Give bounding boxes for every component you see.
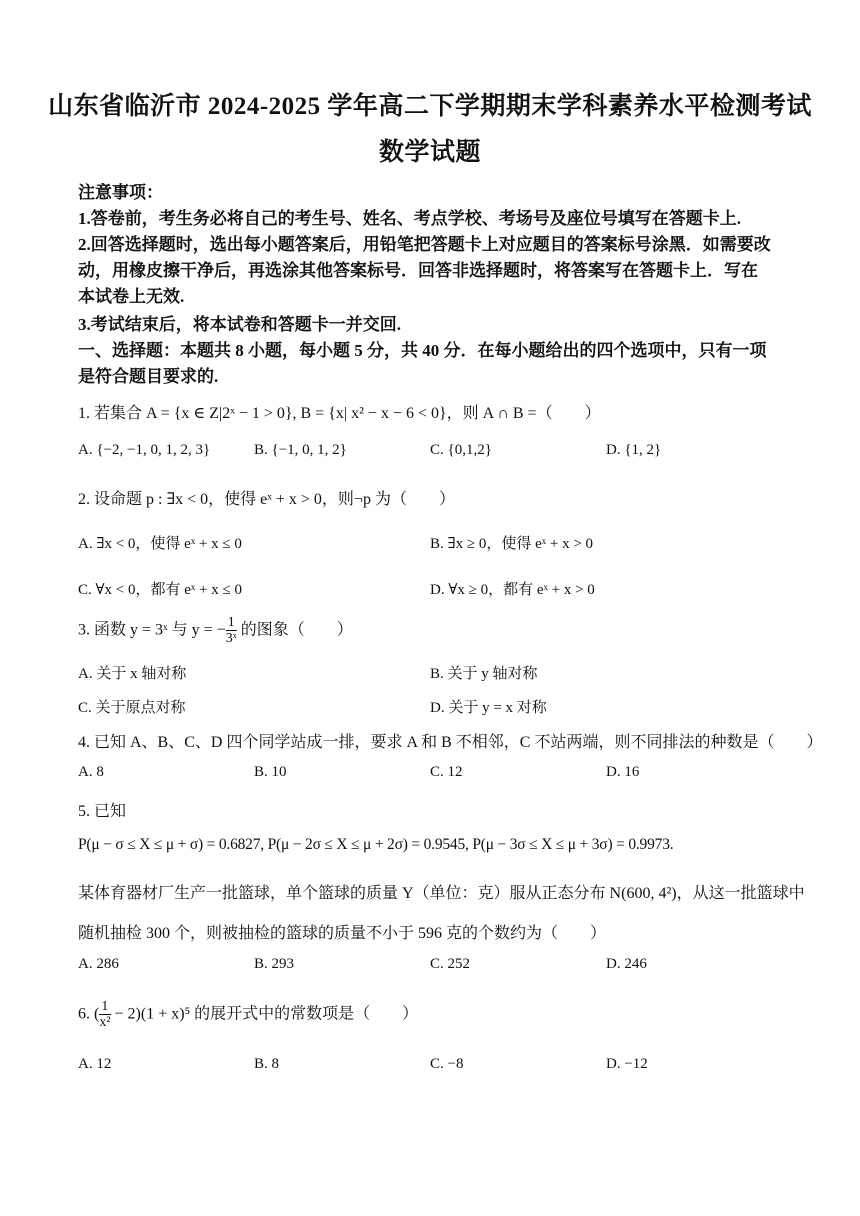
q1-option-c: C. {0,1,2} bbox=[430, 442, 492, 458]
q2-option-b: B. ∃x ≥ 0，使得 eˣ + x > 0 bbox=[430, 536, 594, 552]
q6-fraction bbox=[99, 1000, 110, 1030]
q6-option-b: B. 8 bbox=[254, 1056, 280, 1072]
q3-stem-pre: 3. 函数 y = 3ˣ 与 y = − bbox=[78, 621, 226, 639]
q3-option-c: C. 关于原点对称 bbox=[78, 700, 186, 716]
q2-option-c: C. ∀x < 0，都有 eˣ + x ≤ 0 bbox=[78, 582, 242, 598]
note-3: 3.考试结束后，将本试卷和答题卡一并交回. bbox=[78, 315, 401, 334]
note-2a: 2.回答选择题时，选出每小题答案后，用铅笔把答题卡上对应题目的答案标号涂黑．如需要改 bbox=[78, 235, 771, 254]
q3-option-d: D. 关于 y = x 对称 bbox=[430, 700, 547, 716]
q2-stem: 2. 设命题 p : ∃x < 0，使得 eˣ + x > 0，则¬p 为（ ） bbox=[78, 491, 455, 508]
q6-stem-post: 的展开式中的常数项是（ ） bbox=[190, 1005, 419, 1023]
q6-stem-mid: − 2)(1 + x)⁵ bbox=[110, 1005, 191, 1023]
q3-frac-num: 1 bbox=[227, 615, 235, 630]
q1-stem: 1. 若集合 A = {x ∈ Z|2ˣ − 1 > 0}, B = {x| x² − x − 6 < 0}，则 A ∩ B =（ ） bbox=[78, 405, 601, 422]
q1-option-b: B. {−1, 0, 1, 2} bbox=[254, 442, 347, 458]
q4-stem: 4. 已知 A、B、C、D 四个同学站成一排，要求 A 和 B 不相邻，C 不站两端，则不同排法的种数是（ ） bbox=[78, 734, 823, 751]
q3-option-a: A. 关于 x 轴对称 bbox=[78, 666, 187, 682]
q6-option-d: D. −12 bbox=[606, 1056, 648, 1072]
q3-stem-post: 的图象（ ） bbox=[236, 621, 353, 639]
q5-option-a: A. 286 bbox=[78, 956, 119, 972]
exam-subtitle: 数学试题 bbox=[378, 139, 481, 166]
q6-stem-pre: 6. ( bbox=[78, 1005, 100, 1023]
note-1: 1.答卷前，考生务必将自己的考生号、姓名、考点学校、考场号及座位号填写在答题卡上. bbox=[78, 209, 741, 228]
q6-stem bbox=[78, 1000, 788, 1030]
q5-option-c: C. 252 bbox=[430, 956, 471, 972]
q1-option-d: D. {1, 2} bbox=[606, 442, 662, 458]
q4-option-b: B. 10 bbox=[254, 764, 287, 780]
q2-option-d: D. ∀x ≥ 0，都有 eˣ + x > 0 bbox=[430, 582, 595, 598]
q2-option-a: A. ∃x < 0，使得 eˣ + x ≤ 0 bbox=[78, 536, 242, 552]
q3-option-b: B. 关于 y 轴对称 bbox=[430, 666, 538, 682]
exam-title: 山东省临沂市 2024-2025 学年高二下学期期末学科素养水平检测考试 bbox=[48, 93, 812, 120]
q6-frac-den: x² bbox=[99, 1015, 111, 1030]
q5-stem-3: 某体育器材厂生产一批篮球，单个篮球的质量 Y（单位：克）服从正态分布 N(600, 4²)，从这一批篮球中 bbox=[78, 885, 805, 902]
note-2b: 动，用橡皮擦干净后，再选涂其他答案标号．回答非选择题时，将答案写在答题卡上．写在 bbox=[78, 261, 758, 280]
section1-line1: 一、选择题：本题共 8 小题，每小题 5 分，共 40 分．在每小题给出的四个选项中，只有一项 bbox=[78, 341, 767, 360]
q5-option-d: D. 246 bbox=[606, 956, 647, 972]
q1-option-a: A. {−2, −1, 0, 1, 2, 3} bbox=[78, 442, 211, 458]
q6-frac-num: 1 bbox=[101, 999, 109, 1014]
q6-option-c: C. −8 bbox=[430, 1056, 464, 1072]
notes-heading: 注意事项： bbox=[78, 183, 163, 202]
q5-stem-1: 5. 已知 bbox=[78, 803, 127, 820]
q3-stem bbox=[78, 616, 788, 646]
q4-option-c: C. 12 bbox=[430, 764, 463, 780]
q6-option-a: A. 12 bbox=[78, 1056, 112, 1072]
q4-option-a: A. 8 bbox=[78, 764, 104, 780]
q3-frac-den: 3ˣ bbox=[225, 631, 237, 646]
q5-stem-2: P(μ − σ ≤ X ≤ μ + σ) = 0.6827, P(μ − 2σ ≤ X ≤ μ + 2σ) = 0.9545, P(μ − 3σ ≤ X ≤ μ + 3σ) = 0.9973. bbox=[78, 836, 674, 853]
note-2c: 本试卷上无效. bbox=[78, 287, 185, 306]
q5-stem-4: 随机抽检 300 个，则被抽检的篮球的质量不小于 596 克的个数约为（ ） bbox=[78, 925, 607, 942]
section1-line2: 是符合题目要求的. bbox=[78, 367, 219, 386]
q3-fraction bbox=[226, 616, 237, 646]
q4-option-d: D. 16 bbox=[606, 764, 640, 780]
q5-option-b: B. 293 bbox=[254, 956, 295, 972]
